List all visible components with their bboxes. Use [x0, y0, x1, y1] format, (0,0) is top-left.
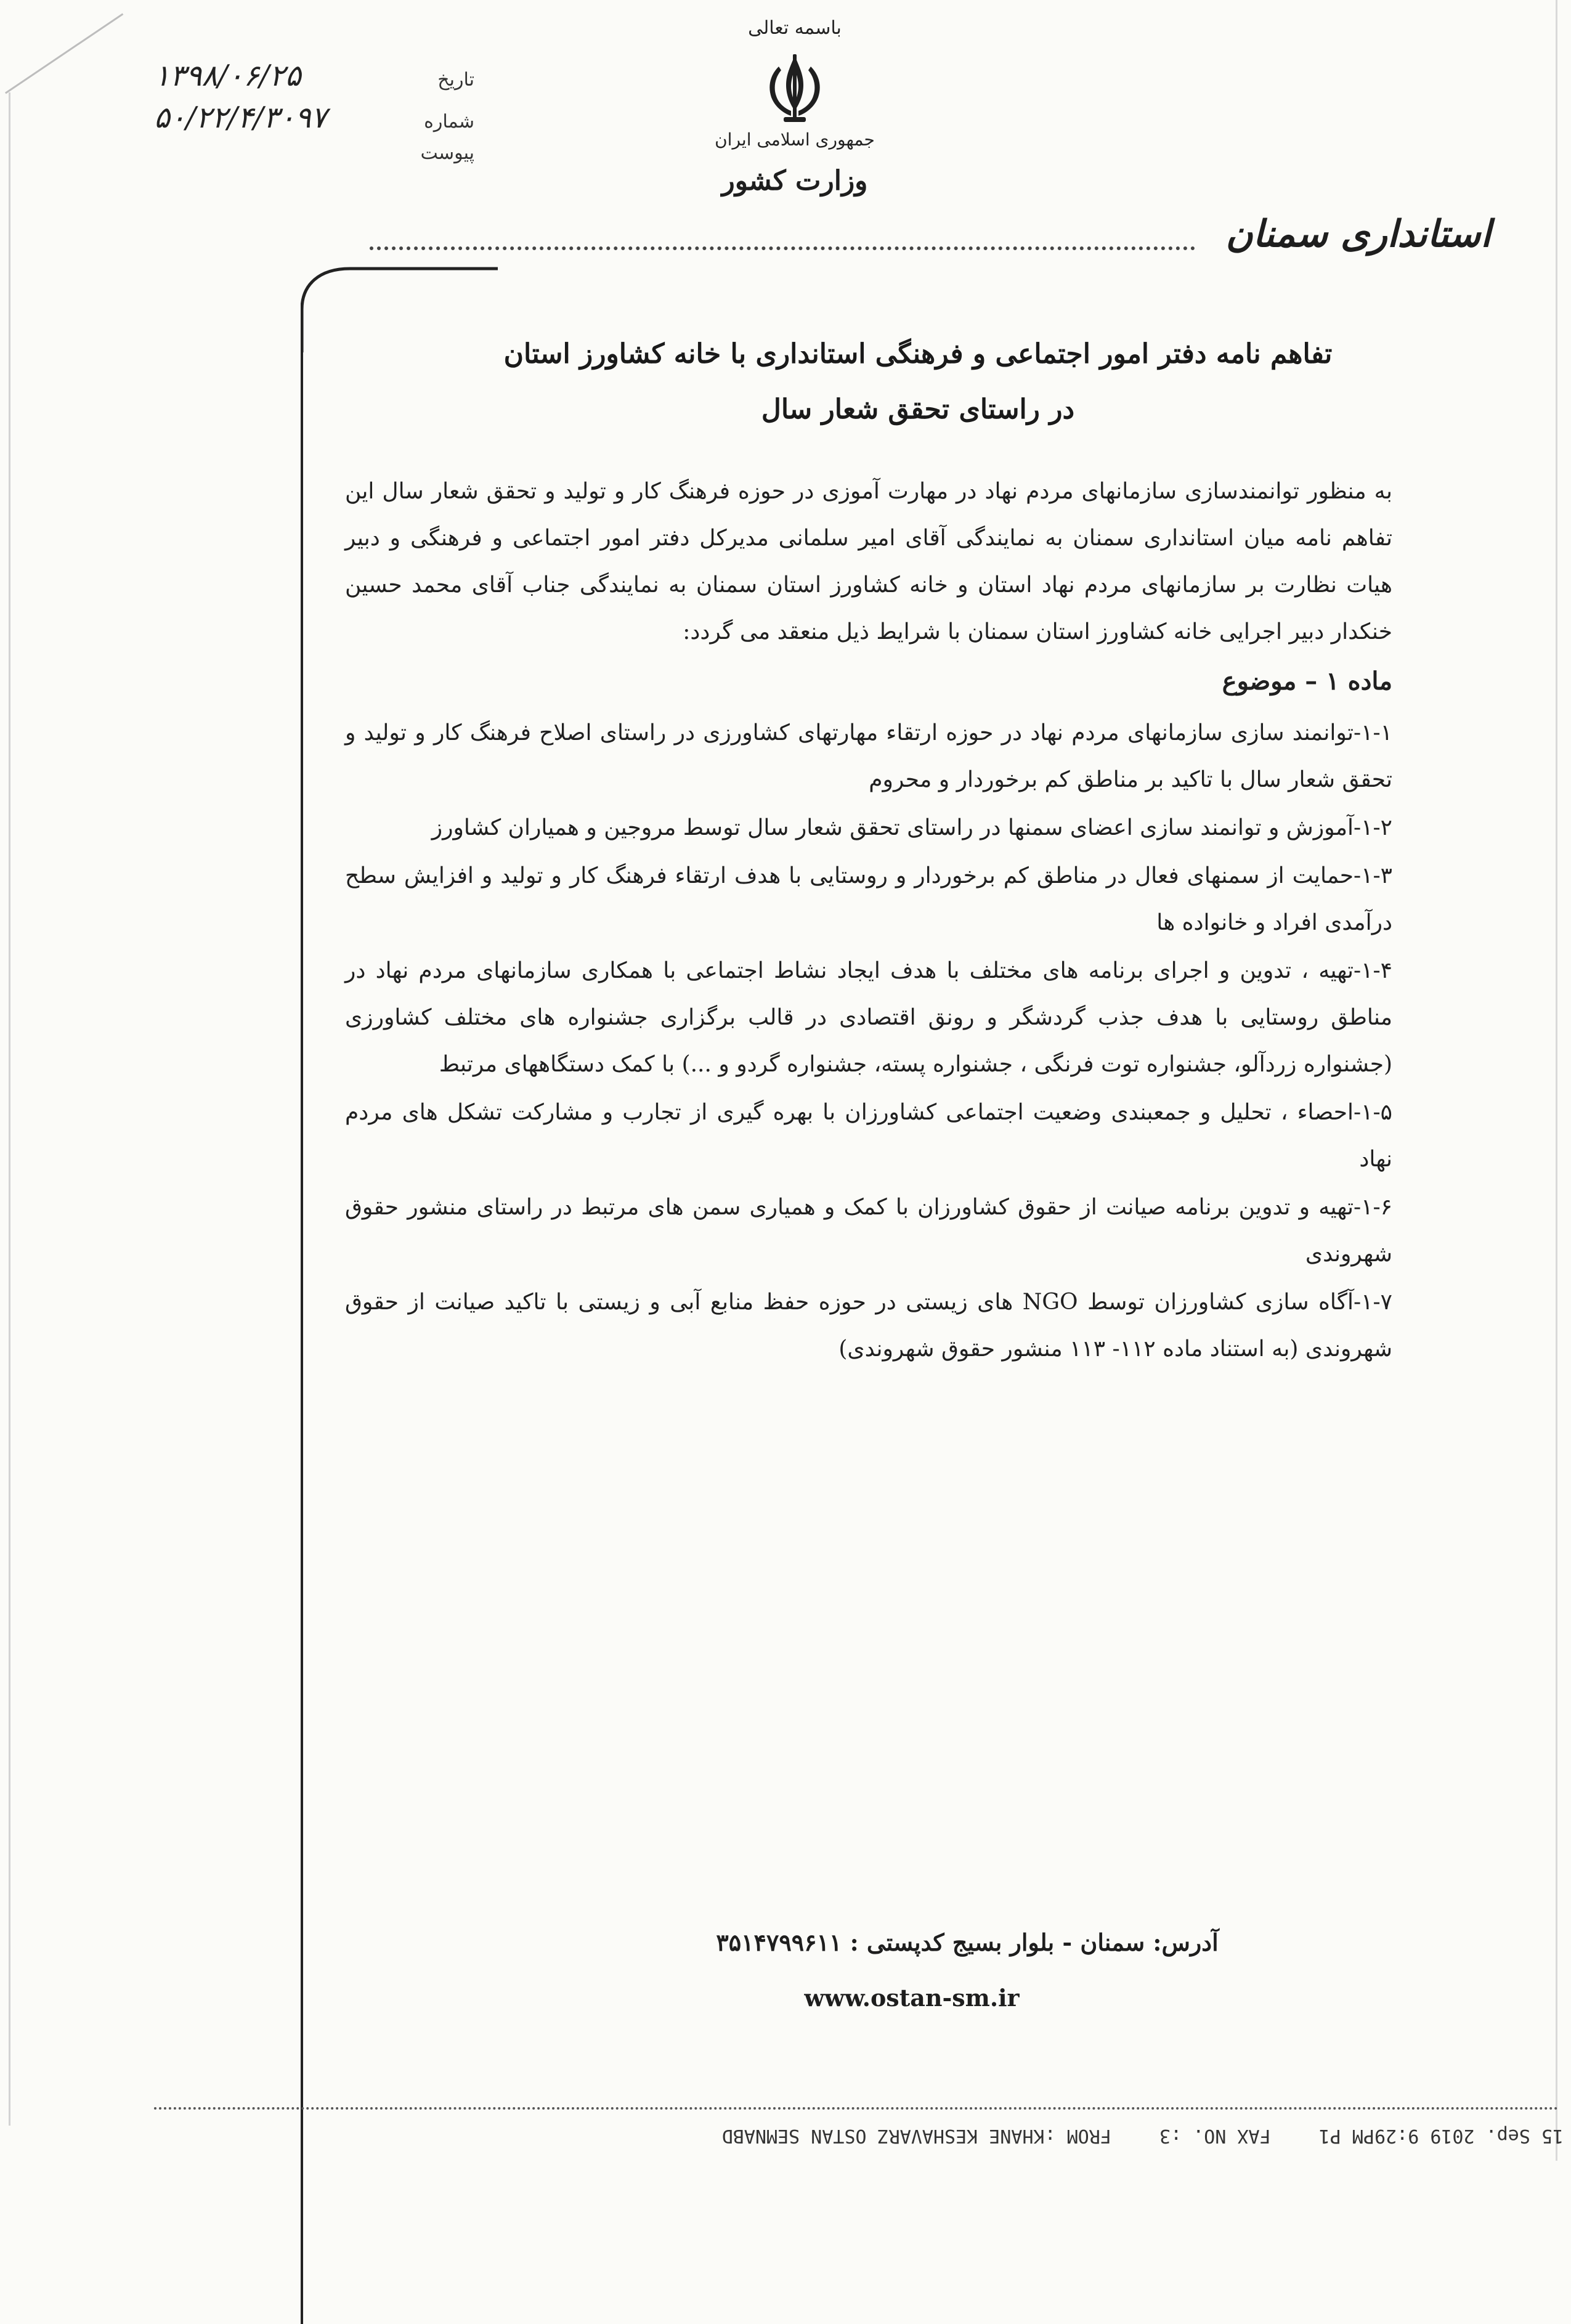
iran-emblem-icon [757, 51, 833, 127]
clause-1-7: ۱-۷-آگاه سازی کشاورزان توسط NGO های زیستی در حوزه حفظ منابع آبی و زیستی با تاکید صیانت از حقوق شهروندی (به استناد ماده ۱۱۲- ۱۱۳ منشور حقوق شهروندی) [345, 1290, 1393, 1362]
basmala: باسمه تعالی [748, 17, 842, 39]
article-heading: ماده ۱ – موضوع [1222, 667, 1392, 696]
postal-address: آدرس: سمنان - بلوار بسیج کدپستی : ۳۵۱۴۷۹۹۶۱۱ [716, 1928, 1219, 1956]
letter-body [345, 468, 1392, 1374]
letter-reference-block [154, 59, 474, 184]
attachment-label: پیوست [420, 142, 474, 164]
clause-1-1: ۱-۱-توانمند سازی سازمانهای مردم نهاد در حوزه ارتقاء مهارتهای کشاورزی در راستای اصلاح فرهنگ کار و تولید و تحقق شعار سال با تاکید بر مناطق کم برخوردار و محروم [345, 720, 1392, 792]
title-line-2: در راستای تحقق شعار سال [761, 394, 1075, 425]
footer-dotted-rule [154, 2107, 1559, 2110]
clause-1-6: ۱-۶-تهیه و تدوین برنامه صیانت از حقوق کشاورزان با کمک و همیاری سمن های مرتبط در راستای منشور حقوق شهروندی [345, 1195, 1392, 1267]
ministry-name: وزارت کشور [721, 165, 868, 197]
number-label: شماره [424, 111, 474, 132]
header-dotted-rule [370, 246, 1195, 250]
number-value: ۵۰/۲۲/۴/۳۰۹۷ [154, 100, 327, 135]
governorate-name: استانداری سمنان [1225, 213, 1491, 256]
page-right-edge [1556, 0, 1557, 2161]
date-label: تاریخ [437, 69, 474, 91]
intro-paragraph: به منظور توانمندسازی سازمانهای مردم نهاد در مهارت آموزی در حوزه فرهنگ کار و تولید و تحقق شعار سال این تفاهم نامه میان استانداری سمنان به نمایندگی آقای امیر سلمانی مدیرکل دفتر امور اجتماعی و فرهنگی و دبیر هیات نظارت بر سازمانهای مردم نهاد استان و خانه کشاورز استان سمنان به نمایندگی جناب آقای محمد حسین خنکدار دبیر اجرایی خانه کشاورز استان سمنان با شرایط ذیل منعقد می گردد: [345, 479, 1392, 644]
clause-1-3: ۱-۳-حمایت از سمنهای فعال در مناطق کم برخوردار و روستایی با هدف ارتقاء فرهنگ کار و تولید و افزایش سطح درآمدی افراد و خانواده ها [345, 863, 1392, 935]
date-value: ۱۳۹۸/۰۶/۲۵ [154, 59, 301, 93]
attachment-row [154, 142, 474, 184]
fax-datetime: 15 Sep. 2019 9:29PM P1 [1318, 2125, 1564, 2147]
fax-sender: FROM :KHANE KESHAVARZ OSTAN SEMNABD [721, 2125, 1111, 2147]
clause-1-4: ۱-۴-تهیه ، تدوین و اجرای برنامه های مختلف با هدف ایجاد نشاط اجتماعی با همکاری سازمانهای مردم نهاد در مناطق روستایی با هدف جذب گردشگر و رونق اقتصادی در قالب برگزاری جشنواره های مختلف کشاورزی (جشنواره زردآلو، جشنواره توت فرنگی ، جشنواره پسته، جشنواره گردو و ...) با کمک دستگاههای مرتبط [345, 958, 1392, 1077]
title-line-1: تفاهم نامه دفتر امور اجتماعی و فرهنگی استانداری با خانه کشاورز استان [503, 338, 1333, 370]
clause-1-2: ۱-۲-آموزش و توانمند سازی اعضای سمنها در راستای تحقق شعار سال توسط مروجین و همیاران کشاورز [431, 815, 1392, 840]
fax-number: FAX NO. :3 [1159, 2125, 1271, 2147]
website-link[interactable]: www.ostan-sm.ir [804, 1984, 1020, 2012]
fax-header-line [159, 2116, 1564, 2147]
number-row [154, 100, 474, 142]
document-title [382, 327, 1454, 437]
clause-1-5: ۱-۵-احصاء ، تحلیل و جمعبندی وضعیت اجتماعی کشاورزان با بهره گیری از تجارب و مشارکت تشکل های مردم نهاد [345, 1100, 1392, 1172]
page-left-edge [9, 92, 10, 2126]
republic-name: جمهوری اسلامی ایران [715, 129, 875, 150]
frame-left-border [301, 334, 303, 2324]
fold-corner-line [5, 13, 123, 94]
date-row [154, 59, 474, 100]
